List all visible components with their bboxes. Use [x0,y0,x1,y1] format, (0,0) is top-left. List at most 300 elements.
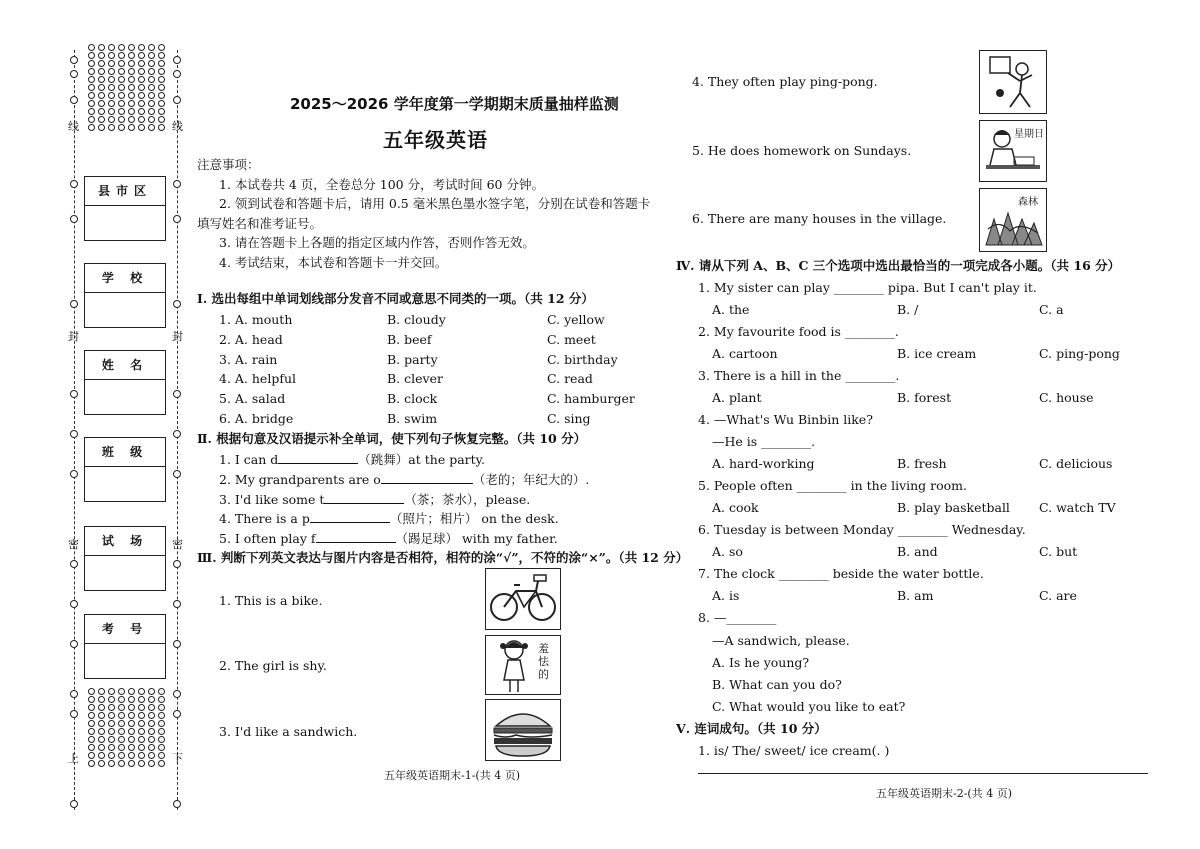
notes-item: 1. 本试卷共 4 页，全卷总分 100 分，考试时间 60 分钟。 [219,177,544,192]
exam-title: 2025～2026 学年度第一学期期末质量抽样监测 [290,95,619,113]
binding-hole [70,390,78,398]
dot-mark [148,84,155,91]
dot-mark [128,760,135,767]
dot-mark [128,728,135,735]
dot-mark [158,752,165,759]
fill-blank-prefix: 4. There is a p [219,511,310,527]
field-box-name[interactable] [84,350,166,415]
mc-option-b[interactable]: B. forest [897,390,952,405]
mc-question: 7. The clock ________ beside the water bottle. [698,566,984,581]
dot-mark [138,108,145,115]
mc-option-c[interactable]: C. delicious [1039,456,1113,471]
dot-mark [118,92,125,99]
binding-hole [70,640,78,648]
ping-pong-picture [979,50,1047,114]
binding-hole [70,70,78,78]
dot-mark [128,92,135,99]
dot-mark [88,60,95,67]
section4-heading: Ⅳ. 请从下列 A、B、C 三个选项中选出最恰当的一项完成各小题。（共 16 分） [676,258,1121,273]
dot-mark [118,60,125,67]
dot-mark [118,760,125,767]
section2-heading: Ⅱ. 根据句意及汉语提示补全单词，使下列句子恢复完整。（共 10 分） [197,431,587,446]
dot-mark [118,736,125,743]
fill-blank-item [219,491,530,508]
phonics-option[interactable]: B. party [387,351,438,367]
line-char-right-3: 密 [172,538,183,551]
dot-mark [128,100,135,107]
dot-mark [128,84,135,91]
dot-mark [128,712,135,719]
dot-mark [128,688,135,695]
dot-mark [88,752,95,759]
dot-mark [138,116,145,123]
fill-blank-input[interactable] [310,510,390,523]
section1-heading: Ⅰ. 选出每组中单词划线部分发音不同或意思不同类的一项。（共 12 分） [197,291,594,306]
dot-mark [98,52,105,59]
dot-mark [118,116,125,123]
dot-mark [148,736,155,743]
dot-mark [88,52,95,59]
line-char-left-1: 线 [68,120,79,133]
field-box-school[interactable] [84,263,166,328]
dot-mark [148,108,155,115]
mc-question: 5. People often ________ in the living room. [698,478,968,493]
dot-mark [98,720,105,727]
dot-mark [148,124,155,131]
field-label: 姓 名 [85,351,165,380]
phonics-option[interactable]: 2. A. head [219,331,283,347]
dot-mark [118,124,125,131]
dot-mark [118,44,125,51]
dot-mark [148,752,155,759]
binding-hole [173,70,181,78]
dot-mark [158,704,165,711]
dot-mark [128,704,135,711]
dot-mark [108,696,115,703]
mc-option-a[interactable]: A. the [712,302,750,317]
dot-mark [98,68,105,75]
dot-mark [138,100,145,107]
dot-mark [108,704,115,711]
dot-mark [138,720,145,727]
dot-mark [138,696,145,703]
dot-mark [158,92,165,99]
dot-mark [98,100,105,107]
fill-blank-input[interactable] [381,471,473,484]
binding-hole [173,640,181,648]
dot-mark [158,68,165,75]
mc-option-b[interactable]: B. / [897,302,919,317]
mc-option-b[interactable]: B. am [897,588,934,603]
dot-mark [138,736,145,743]
mc-option-b[interactable]: B. fresh [897,456,947,471]
dot-mark [98,696,105,703]
judge-item: 4. They often play ping-pong. [692,74,878,89]
phonics-option[interactable]: C. birthday [547,351,618,367]
dot-mark [118,76,125,83]
mc-question: 1. My sister can play ________ pipa. But I can't play it. [698,280,1037,295]
dot-mark [108,728,115,735]
q8-question: 8. —________ [698,610,777,625]
dot-mark [98,728,105,735]
field-label: 县市区 [85,177,165,206]
section5-heading: Ⅴ. 连词成句。（共 10 分） [676,721,827,736]
binding-hole [70,300,78,308]
q8-option: A. Is he young? [712,655,810,670]
exam-subject: 五年级英语 [383,128,488,152]
dot-mark [118,84,125,91]
dot-mark [98,712,105,719]
dot-mark [128,736,135,743]
section3-heading: Ⅲ. 判断下列英文表达与图片内容是否相符，相符的涂“√”，不符的涂“×”。（共 12 分） [197,550,689,565]
phonics-option[interactable]: C. meet [547,331,596,347]
notes-item: 2. 领到试卷和答题卡后，请用 0.5 毫米黑色墨水签字笔，分别在试卷和答题卡 [219,196,651,211]
dot-mark [118,744,125,751]
phonics-option[interactable]: B. cloudy [387,312,446,327]
fill-blank-input[interactable] [316,530,396,543]
dot-mark [108,44,115,51]
binding-hole [173,300,181,308]
dot-mark [98,60,105,67]
binding-hole [173,96,181,104]
dot-mark [158,744,165,751]
dot-mark [108,752,115,759]
line-char-right-4: 下 [172,752,183,765]
dot-mark [138,68,145,75]
dot-mark [148,688,155,695]
fill-blank-prefix: 5. I often play f [219,531,316,547]
dot-mark [88,108,95,115]
binding-hole [70,56,78,64]
line-char-left-3: 密 [68,538,79,551]
dot-mark [98,744,105,751]
shy-label: 羞怯的 [538,642,549,681]
dot-mark [138,704,145,711]
dot-mark [138,84,145,91]
dot-mark [158,760,165,767]
dot-mark [148,744,155,751]
fill-blank-item [219,451,485,468]
dot-mark [158,108,165,115]
dot-mark [108,108,115,115]
dot-mark [108,100,115,107]
fill-blank-item [219,510,559,527]
notes-heading: 注意事项： [197,157,260,172]
dot-mark [108,84,115,91]
dot-mark [148,116,155,123]
dot-mark [118,100,125,107]
dot-mark [128,696,135,703]
dot-mark [118,696,125,703]
dot-mark [128,124,135,131]
dot-mark [88,712,95,719]
binding-hole [173,690,181,698]
dot-mark [138,712,145,719]
notes-item: 4. 考试结束，本试卷和答题卡一并交回。 [219,255,448,270]
dot-mark [88,76,95,83]
dot-mark [108,760,115,767]
fill-blank-hint: （茶；茶水），please. [404,491,531,507]
dot-mark [158,696,165,703]
dot-mark [158,720,165,727]
mc-option-a[interactable]: A. cook [712,500,759,515]
dot-mark [88,704,95,711]
binding-hole [173,390,181,398]
dot-mark [138,60,145,67]
field-label: 考 号 [85,615,165,644]
phonics-option[interactable]: B. clock [387,391,438,407]
dot-mark [98,76,105,83]
fill-blank-prefix: 3. I'd like some t [219,491,325,507]
judge-item: 2. The girl is shy. [219,658,327,673]
q8-answer: —A sandwich, please. [712,633,850,648]
mc-option-c[interactable]: C. a [1039,302,1064,317]
dot-mark [138,752,145,759]
fill-blank-hint: （跳舞）at the party. [358,452,486,467]
mc-option-c[interactable]: C. watch TV [1039,500,1116,515]
dot-mark [158,44,165,51]
mc-option-a[interactable]: A. plant [712,390,762,405]
dot-mark [128,76,135,83]
footer-left: 五年级英语期末-1-(共 4 页) [384,769,521,782]
dot-mark [158,84,165,91]
field-box-room[interactable] [84,526,166,591]
field-box-number[interactable] [84,614,166,679]
dot-mark [158,736,165,743]
dot-mark [118,704,125,711]
dot-mark [158,76,165,83]
mc-option-a[interactable]: A. so [712,544,743,559]
homework-picture [979,120,1047,182]
dot-mark [98,752,105,759]
fill-blank-prefix: 1. I can d [219,452,279,467]
binding-hole [173,56,181,64]
phonics-option[interactable]: 6. A. bridge [219,411,294,426]
forest-picture [979,188,1047,252]
dot-mark [158,100,165,107]
dot-mark [158,124,165,131]
phonics-option[interactable]: 4. A. helpful [219,371,296,387]
judge-item: 6. There are many houses in the village. [692,211,947,226]
field-label: 班 级 [85,438,165,467]
field-label: 学 校 [85,264,165,293]
dot-mark [138,124,145,131]
dot-mark [128,720,135,727]
mc-option-c[interactable]: C. are [1039,588,1077,603]
binding-hole [173,600,181,608]
dot-mark [138,44,145,51]
field-box-class[interactable] [84,437,166,502]
answer-line[interactable] [698,773,1148,774]
dot-mark [128,68,135,75]
dot-mark [148,52,155,59]
binding-hole [70,690,78,698]
dot-mark [98,84,105,91]
binding-hole [70,470,78,478]
fill-blank-hint: （照片；相片） on the desk. [389,511,559,527]
fill-blank-input[interactable] [278,451,358,464]
binding-hole [173,470,181,478]
dot-mark [138,92,145,99]
field-box-county[interactable] [84,176,166,241]
dot-mark [98,44,105,51]
mc-question: 6. Tuesday is between Monday ________ Wednesday. [698,522,1026,537]
dot-mark [98,736,105,743]
dot-mark [158,52,165,59]
notes-item: 3. 请在答题卡上各题的指定区域内作答，否则作答无效。 [219,235,535,250]
line-char-right-1: 线 [172,120,183,133]
shy-girl-picture [485,635,561,695]
binding-hole [70,710,78,718]
dot-mark [108,688,115,695]
dot-mark [118,108,125,115]
dot-mark [128,752,135,759]
binding-hole [70,96,78,104]
phonics-option[interactable]: 3. A. rain [219,351,278,367]
judge-item: 3. I'd like a sandwich. [219,724,358,739]
fill-blank-item [219,471,589,488]
dot-mark [118,688,125,695]
dot-mark [98,116,105,123]
dot-mark [138,688,145,695]
dot-mark [108,720,115,727]
field-label: 试 场 [85,527,165,556]
burger-picture [485,699,561,761]
dot-mark [138,760,145,767]
dot-mark [158,712,165,719]
fill-blank-item [219,530,558,547]
dot-mark [148,712,155,719]
notes-item: 填写姓名和准考证号。 [197,216,323,231]
dot-mark [128,44,135,51]
dot-pattern-top [86,44,168,131]
dot-mark [138,76,145,83]
mc-question: 2. My favourite food is ________. [698,324,899,339]
dot-mark [108,60,115,67]
fill-blank-hint: （老的；年纪大的）. [472,471,590,487]
phonics-option[interactable]: 5. A. salad [219,391,286,407]
dot-mark [88,696,95,703]
dot-mark [148,704,155,711]
mc-option-b[interactable]: B. play basketball [897,500,1010,515]
dot-mark [148,720,155,727]
binding-hole [173,430,181,438]
mc-option-a[interactable]: A. hard-working [712,456,815,471]
mc-option-c[interactable]: C. ping-pong [1039,346,1120,361]
dot-mark [108,76,115,83]
mc-option-b[interactable]: B. and [897,544,938,559]
sentence-item: 1. is/ The/ sweet/ ice cream(. ) [698,743,890,758]
mc-option-c[interactable]: C. house [1039,390,1094,405]
dot-mark [128,60,135,67]
mc-option-c[interactable]: C. but [1039,544,1078,559]
dot-mark [118,752,125,759]
dot-mark [148,44,155,51]
judge-item: 1. This is a bike. [219,593,323,608]
dot-mark [128,108,135,115]
phonics-option[interactable]: B. swim [387,411,438,426]
dot-mark [108,712,115,719]
dot-mark [88,116,95,123]
dot-mark [148,760,155,767]
dot-mark [88,44,95,51]
dot-mark [148,68,155,75]
dot-mark [108,92,115,99]
dot-mark [118,720,125,727]
phonics-option[interactable]: 1. A. mouth [219,312,293,327]
mc-option-b[interactable]: B. ice cream [897,346,977,361]
mc-option-a[interactable]: A. cartoon [712,346,778,361]
dot-mark [138,744,145,751]
dot-mark [108,68,115,75]
fill-blank-input[interactable] [324,491,404,504]
dot-mark [158,688,165,695]
dot-mark [88,720,95,727]
dot-mark [158,728,165,735]
dot-mark [158,60,165,67]
dot-mark [98,108,105,115]
dot-mark [148,92,155,99]
dot-mark [88,736,95,743]
dot-mark [148,696,155,703]
dot-mark [108,736,115,743]
binding-hole [70,800,78,808]
line-char-right-2: 封 [172,330,183,343]
judge-item: 5. He does homework on Sundays. [692,143,912,158]
dot-mark [138,728,145,735]
line-char-left-4: 上 [68,752,79,765]
dot-mark [138,52,145,59]
dot-mark [98,688,105,695]
dot-mark [148,728,155,735]
dot-mark [118,728,125,735]
dot-mark [98,92,105,99]
q8-option: B. What can you do? [712,677,842,692]
binding-hole [70,560,78,568]
phonics-option[interactable]: B. beef [387,331,432,347]
dot-mark [148,76,155,83]
dot-mark [108,52,115,59]
dot-mark [88,100,95,107]
dot-mark [88,744,95,751]
dot-mark [88,688,95,695]
phonics-option[interactable]: C. hamburger [547,391,635,407]
binding-hole [70,600,78,608]
phonics-option[interactable]: C. yellow [547,312,605,327]
dot-mark [148,60,155,67]
binding-hole [173,215,181,223]
phonics-option[interactable]: B. clever [387,371,443,387]
dot-mark [158,116,165,123]
binding-hole [173,710,181,718]
mc-question: 3. There is a hill in the ________. [698,368,900,383]
mc-option-a[interactable]: A. is [712,588,740,603]
dot-mark [108,124,115,131]
dot-mark [88,84,95,91]
dot-mark [88,760,95,767]
mc-question-reply: —He is ________. [712,434,816,449]
dot-mark [108,116,115,123]
sunday-label: 星期日 [1014,129,1044,140]
line-char-left-2: 封 [68,330,79,343]
binding-hole [173,180,181,188]
phonics-option[interactable]: C. sing [547,411,591,426]
q8-option: C. What would you like to eat? [712,699,906,714]
dot-mark [128,744,135,751]
dot-mark [88,728,95,735]
phonics-option[interactable]: C. read [547,371,593,387]
dot-mark [98,124,105,131]
